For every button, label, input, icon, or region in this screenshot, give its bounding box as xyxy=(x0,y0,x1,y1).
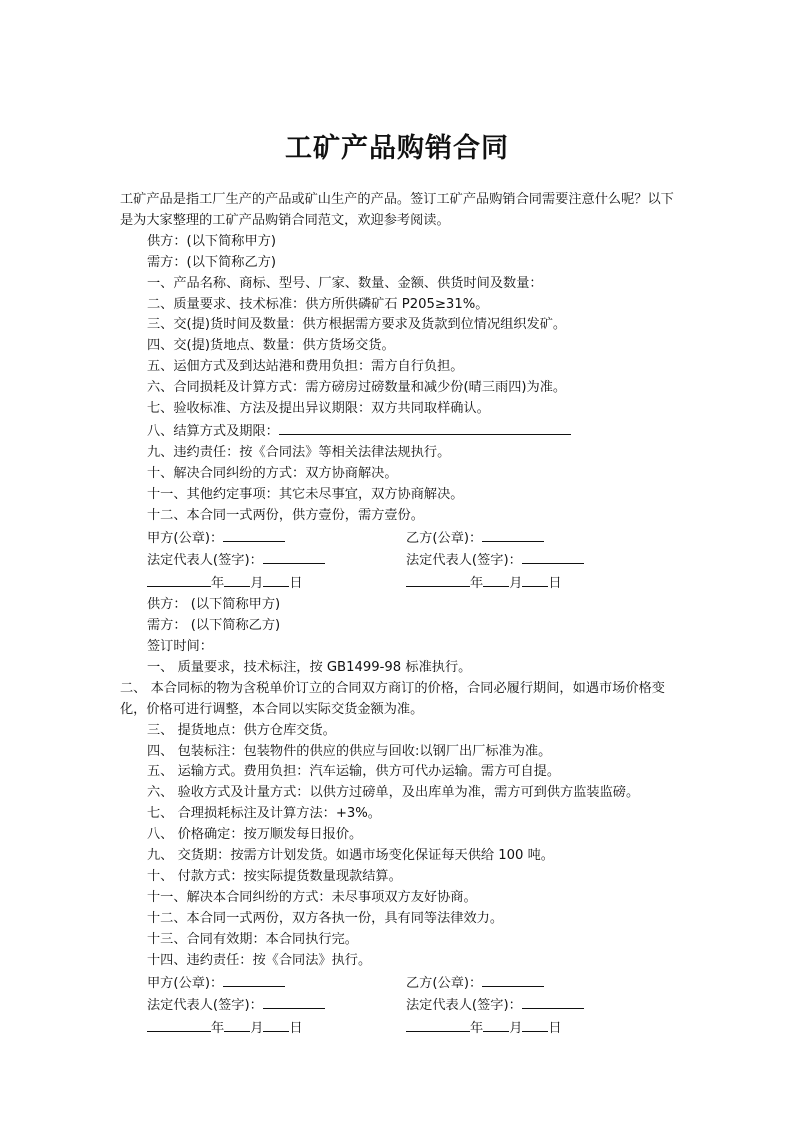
contract1-clause: 十、解决合同纠纷的方式：双方协商解决。 xyxy=(147,465,398,481)
month-label: 月 xyxy=(509,1021,523,1037)
party-a-seal-blank[interactable] xyxy=(223,527,285,542)
contract2-clause: 十二、本合同一式两份，双方各执一份，具有同等法律效力。 xyxy=(147,910,504,926)
contract1-clause: 三、交(提)货时间及数量：供方根据需方要求及货款到位情况组织发矿。 xyxy=(147,317,567,333)
contract2-clause: 十一、解决本合同纠纷的方式：未尽事项双方友好协商。 xyxy=(147,889,477,905)
party-b-seal-label: 乙方(公章)： xyxy=(406,975,483,991)
party-b-month-blank[interactable] xyxy=(483,1017,509,1032)
party-b-day-blank[interactable] xyxy=(522,572,548,587)
year-label: 年 xyxy=(470,1021,484,1037)
contract2-clause: 十四、违约责任：按《合同法》执行。 xyxy=(147,952,372,968)
party-b-rep-label: 法定代表人(签字)： xyxy=(406,998,522,1014)
day-label: 日 xyxy=(548,1021,562,1037)
contract2-clause: 二、 本合同标的物为含税单价订立的合同双方商订的价格，合同必履行期间，如遇市场价格变化，价格可进行调整，本合同以实际交货金额为准。 xyxy=(120,680,665,717)
day-label: 日 xyxy=(289,576,303,592)
party-b-month-blank[interactable] xyxy=(483,572,509,587)
party-b-rep-label: 法定代表人(签字)： xyxy=(406,553,522,569)
party-a-rep-blank[interactable] xyxy=(263,994,325,1009)
party-a-rep-label: 法定代表人(签字)： xyxy=(147,553,263,569)
signature-row-date xyxy=(120,1017,680,1040)
contract2-clause: 九、 交货期：按需方计划发货。如遇市场变化保证每天供给 100 吨。 xyxy=(147,848,554,864)
contract2-clause: 四、 包装标注：包装物件的供应的供应与回收:以钢厂出厂标准为准。 xyxy=(147,743,552,759)
contract2-clause: 七、 合理损耗标注及计算方法：+3%。 xyxy=(147,806,381,822)
party-a-rep-label: 法定代表人(签字)： xyxy=(147,998,263,1014)
settlement-label: 八、结算方式及期限： xyxy=(147,423,279,439)
contract1-clause: 四、交(提)货地点、数量：供方货场交货。 xyxy=(147,338,395,354)
contract2-clause: 一、 质量要求，技术标注，按 GB1499-98 标准执行。 xyxy=(147,659,472,675)
party-a-rep-blank[interactable] xyxy=(263,549,325,564)
party-a-seal-label: 甲方(公章)： xyxy=(147,530,224,546)
contract1-clause: 七、验收标准、方法及提出异议期限：双方共同取样确认。 xyxy=(147,401,490,417)
contract1-clause: 九、违约责任：按《合同法》等相关法律法规执行。 xyxy=(147,444,451,460)
day-label: 日 xyxy=(289,1021,303,1037)
signature-row-date xyxy=(120,572,680,595)
year-label: 年 xyxy=(470,576,484,592)
contract1-clause: 二、质量要求、技术标准：供方所供磷矿石 P205≥31%。 xyxy=(147,296,489,312)
settlement-blank[interactable] xyxy=(279,420,571,435)
contract1-buyer: 需方：(以下简称乙方) xyxy=(147,254,276,270)
day-label: 日 xyxy=(548,576,562,592)
year-label: 年 xyxy=(211,576,225,592)
document-body xyxy=(120,190,680,1040)
party-a-day-blank[interactable] xyxy=(263,1017,289,1032)
document-title: 工矿产品购销合同 xyxy=(285,133,509,164)
party-b-seal-label: 乙方(公章)： xyxy=(406,530,483,546)
contract2-clause: 六、 验收方式及计量方式：以供方过磅单，及出库单为准，需方可到供方监装监磅。 xyxy=(147,785,640,801)
month-label: 月 xyxy=(250,576,264,592)
party-a-seal-label: 甲方(公章)： xyxy=(147,975,224,991)
party-b-seal-blank[interactable] xyxy=(482,527,544,542)
party-a-month-blank[interactable] xyxy=(224,572,250,587)
contract1-clause: 一、产品名称、商标、型号、厂家、数量、金额、供货时间及数量： xyxy=(147,275,543,291)
party-b-day-blank[interactable] xyxy=(522,1017,548,1032)
contract1-clause: 十二、本合同一式两份，供方壹份，需方壹份。 xyxy=(147,507,424,523)
contract2-clause: 五、 运输方式。费用负担：汽车运输，供方可代办运输。需方可自提。 xyxy=(147,764,561,780)
signature-row-seal xyxy=(120,527,680,550)
party-a-month-blank[interactable] xyxy=(224,1017,250,1032)
contract2-clause: 十、 付款方式：按实际提货数量现款结算。 xyxy=(147,869,402,884)
contract2-clause: 三、 提货地点：供方仓库交货。 xyxy=(147,722,336,738)
contract1-clause: 六、合同损耗及计算方式：需方磅房过磅数量和减少份(晴三雨四)为准。 xyxy=(147,380,567,396)
party-a-year-blank[interactable] xyxy=(147,572,211,587)
contract2-clause: 十三、合同有效期：本合同执行完。 xyxy=(147,931,358,947)
party-b-rep-blank[interactable] xyxy=(522,549,584,564)
contract1-clause: 五、运佃方式及到达站港和费用负担：需方自行负担。 xyxy=(147,359,464,375)
month-label: 月 xyxy=(509,576,523,592)
year-label: 年 xyxy=(211,1021,225,1037)
contract2-clause: 八、 价格确定：按万顺发每日报价。 xyxy=(147,827,363,843)
contract2-supplier: 供方： (以下简称甲方) xyxy=(147,597,281,613)
party-b-rep-blank[interactable] xyxy=(522,994,584,1009)
party-a-year-blank[interactable] xyxy=(147,1017,211,1032)
party-a-seal-blank[interactable] xyxy=(223,972,285,987)
contract1-supplier: 供方：(以下简称甲方) xyxy=(147,233,276,249)
contract1-clause-settlement xyxy=(120,420,680,443)
signature-row-seal xyxy=(120,972,680,995)
contract2-buyer: 需方： (以下简称乙方) xyxy=(147,618,281,634)
signature-row-rep xyxy=(120,549,680,572)
party-b-year-blank[interactable] xyxy=(406,1017,470,1032)
party-b-year-blank[interactable] xyxy=(406,572,470,587)
signature-row-rep xyxy=(120,994,680,1017)
contract1-clause: 十一、其他约定事项：其它未尽事宜，双方协商解决。 xyxy=(147,486,464,502)
party-b-seal-blank[interactable] xyxy=(482,972,544,987)
contract2-sign-date: 签订时间： xyxy=(147,639,213,655)
party-a-day-blank[interactable] xyxy=(263,572,289,587)
month-label: 月 xyxy=(250,1021,264,1037)
intro-paragraph: 工矿产品是指工厂生产的产品或矿山生产的产品。签订工矿产品购销合同需要注意什么呢？以下是为大家整理的工矿产品购销合同范文，欢迎参考阅读。 xyxy=(120,192,674,228)
